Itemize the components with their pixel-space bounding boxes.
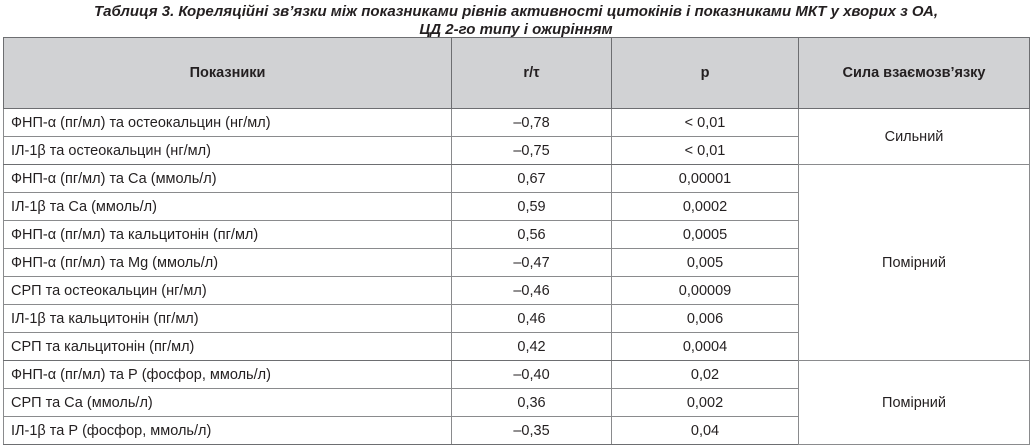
r-value-cell: –0,75 xyxy=(452,137,612,165)
r-value-cell: 0,59 xyxy=(452,193,612,221)
p-value-cell: 0,0004 xyxy=(612,333,799,361)
r-value-cell: –0,35 xyxy=(452,417,612,445)
r-value-cell: 0,67 xyxy=(452,165,612,193)
header-row xyxy=(4,38,1030,109)
p-value-cell: 0,00009 xyxy=(612,277,799,305)
r-value-cell: –0,46 xyxy=(452,277,612,305)
header-indicators: Показники xyxy=(4,38,452,109)
caption-line-1: Таблиця 3. Кореляційні зв’язки між показниками рівнів активності цитокінів і показниками МКТ у хворих з ОА, xyxy=(93,3,939,20)
indicator-cell: ФНП-α (пг/мл) та кальцитонін (пг/мл) xyxy=(4,221,452,249)
indicator-cell: ІЛ-1β та остеокальцин (нг/мл) xyxy=(4,137,452,165)
table-row xyxy=(4,361,1030,389)
indicator-cell: ІЛ-1β та кальцитонін (пг/мл) xyxy=(4,305,452,333)
p-value-cell: 0,005 xyxy=(612,249,799,277)
caption-line-2: ЦД 2-го типу і ожирінням xyxy=(419,21,613,38)
table-caption xyxy=(0,0,1032,37)
header-p: p xyxy=(612,38,799,109)
indicator-cell: СРП та Са (ммоль/л) xyxy=(4,389,452,417)
table-row xyxy=(4,165,1030,193)
indicator-cell: ФНП-α (пг/мл) та Mg (ммоль/л) xyxy=(4,249,452,277)
p-value-cell: 0,04 xyxy=(612,417,799,445)
p-value-cell: 0,00001 xyxy=(612,165,799,193)
r-value-cell: 0,46 xyxy=(452,305,612,333)
r-value-cell: –0,40 xyxy=(452,361,612,389)
header-strength: Сила взаємозв’язку xyxy=(799,38,1030,109)
p-value-cell: < 0,01 xyxy=(612,137,799,165)
indicator-cell: ІЛ-1β та Са (ммоль/л) xyxy=(4,193,452,221)
indicator-cell: СРП та кальцитонін (пг/мл) xyxy=(4,333,452,361)
r-value-cell: 0,42 xyxy=(452,333,612,361)
r-value-cell: –0,47 xyxy=(452,249,612,277)
indicator-cell: ФНП-α (пг/мл) та остеокальцин (нг/мл) xyxy=(4,109,452,137)
p-value-cell: 0,02 xyxy=(612,361,799,389)
p-value-cell: 0,0002 xyxy=(612,193,799,221)
strength-cell: Помірний xyxy=(799,361,1030,445)
indicator-cell: ФНП-α (пг/мл) та Р (фосфор, ммоль/л) xyxy=(4,361,452,389)
correlation-table xyxy=(3,37,1030,445)
strength-cell: Сильний xyxy=(799,109,1030,165)
p-value-cell: 0,006 xyxy=(612,305,799,333)
strength-cell: Помірний xyxy=(799,165,1030,361)
indicator-cell: ФНП-α (пг/мл) та Са (ммоль/л) xyxy=(4,165,452,193)
table-row xyxy=(4,109,1030,137)
p-value-cell: 0,0005 xyxy=(612,221,799,249)
indicator-cell: СРП та остеокальцин (нг/мл) xyxy=(4,277,452,305)
header-r: r/τ xyxy=(452,38,612,109)
p-value-cell: < 0,01 xyxy=(612,109,799,137)
r-value-cell: 0,56 xyxy=(452,221,612,249)
table-body xyxy=(4,109,1030,445)
r-value-cell: –0,78 xyxy=(452,109,612,137)
r-value-cell: 0,36 xyxy=(452,389,612,417)
table-header xyxy=(4,38,1030,109)
indicator-cell: ІЛ-1β та Р (фосфор, ммоль/л) xyxy=(4,417,452,445)
p-value-cell: 0,002 xyxy=(612,389,799,417)
